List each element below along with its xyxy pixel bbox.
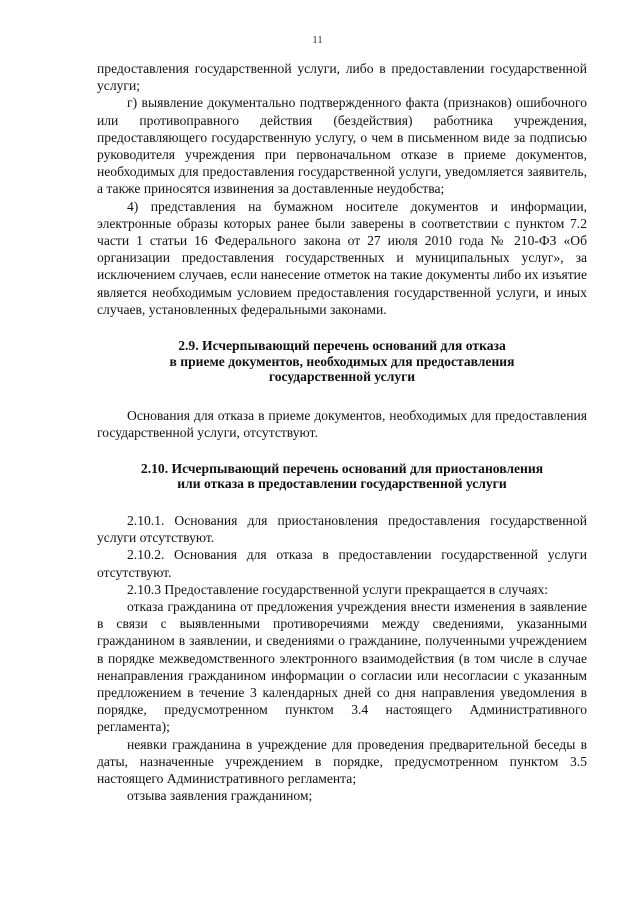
- paragraph-case-no-show: неявки гражданина в учреждение для проведения предварительной беседы в даты, назначенные учреждением в порядке, предусмотренном пунктом 3.5 настоящего Административного регламента;: [97, 736, 587, 786]
- paragraph-item-g: г) выявление документально подтвержденного факта (признаков) ошибочного или противоправного действия (бездействия) работника учреждения, предоставляющего государственную услугу, о чем в письменном виде за подписью руководителя учреждения при первоначальном отказе в приеме документов, необходимых для предоставления государственной услуги, уведомляется заявитель, а также приносятся извинения за доставленные неудобства;: [97, 95, 587, 197]
- heading-line: 2.9. Исчерпывающий перечень оснований для отказа: [178, 338, 506, 354]
- paragraph-2-10-1: 2.10.1. Основания для приостановления предоставления государственной услуги отсутствуют.: [97, 512, 587, 546]
- heading-line: государственной услуги: [268, 369, 416, 385]
- document-body: [97, 60, 587, 804]
- paragraph-2-10-3: 2.10.3 Предоставление государственной услуги прекращается в случаях:: [127, 581, 549, 597]
- paragraph-2-9: Основания для отказа в приеме документов, необходимых для предоставления государственной услуги, отсутствуют.: [97, 407, 587, 440]
- section-heading-2-9: [97, 338, 587, 385]
- paragraph-case-withdrawal: отзыва заявления гражданином;: [127, 788, 313, 804]
- paragraph-2-10-2: 2.10.2. Основания для отказа в предоставлении государственной услуги отсутствуют.: [97, 547, 587, 580]
- heading-line: или отказа в предоставлении государственной услуги: [177, 476, 507, 492]
- page-number: 11: [312, 34, 323, 46]
- paragraph-case-refusal: отказа гражданина от предложения учреждения внести изменения в заявление в связи с выявленными противоречиями между сведениями, указанными гражданином в заявлении, и сведениями о гражданине, полученными учреждением в порядке межведомственного электронного взаимодействия (в том числе в случае ненаправления гражданином информации о согласии или несогласии с указанным предложением в течение 3 календарных дней со дня направления уведомления в порядке, предусмотренном пунктом 3.4 настоящего Административного регламента);: [97, 598, 587, 735]
- section-heading-2-10: [97, 461, 587, 492]
- heading-line: 2.10. Исчерпывающий перечень оснований для приостановления: [140, 460, 544, 476]
- heading-line: в приеме документов, необходимых для предоставления: [169, 353, 515, 369]
- paragraph-item-4: 4) представления на бумажном носителе документов и информации, электронные образы которых ранее были заверены в соответствии с пунктом 7.2 части 1 статьи 16 Федерального закона от 27 июля 2010 года № 210-ФЗ «Об организации предоставления государственных и муниципальных услуг», за исключением случаев, если нанесение отметок на такие документы либо их изъятие является необходимым условием предоставления государственной услуги, и иных случаев, установленных федеральными законами.: [97, 198, 587, 317]
- paragraph-continuation: предоставления государственной услуги, либо в предоставлении государственной услуги;: [97, 61, 587, 94]
